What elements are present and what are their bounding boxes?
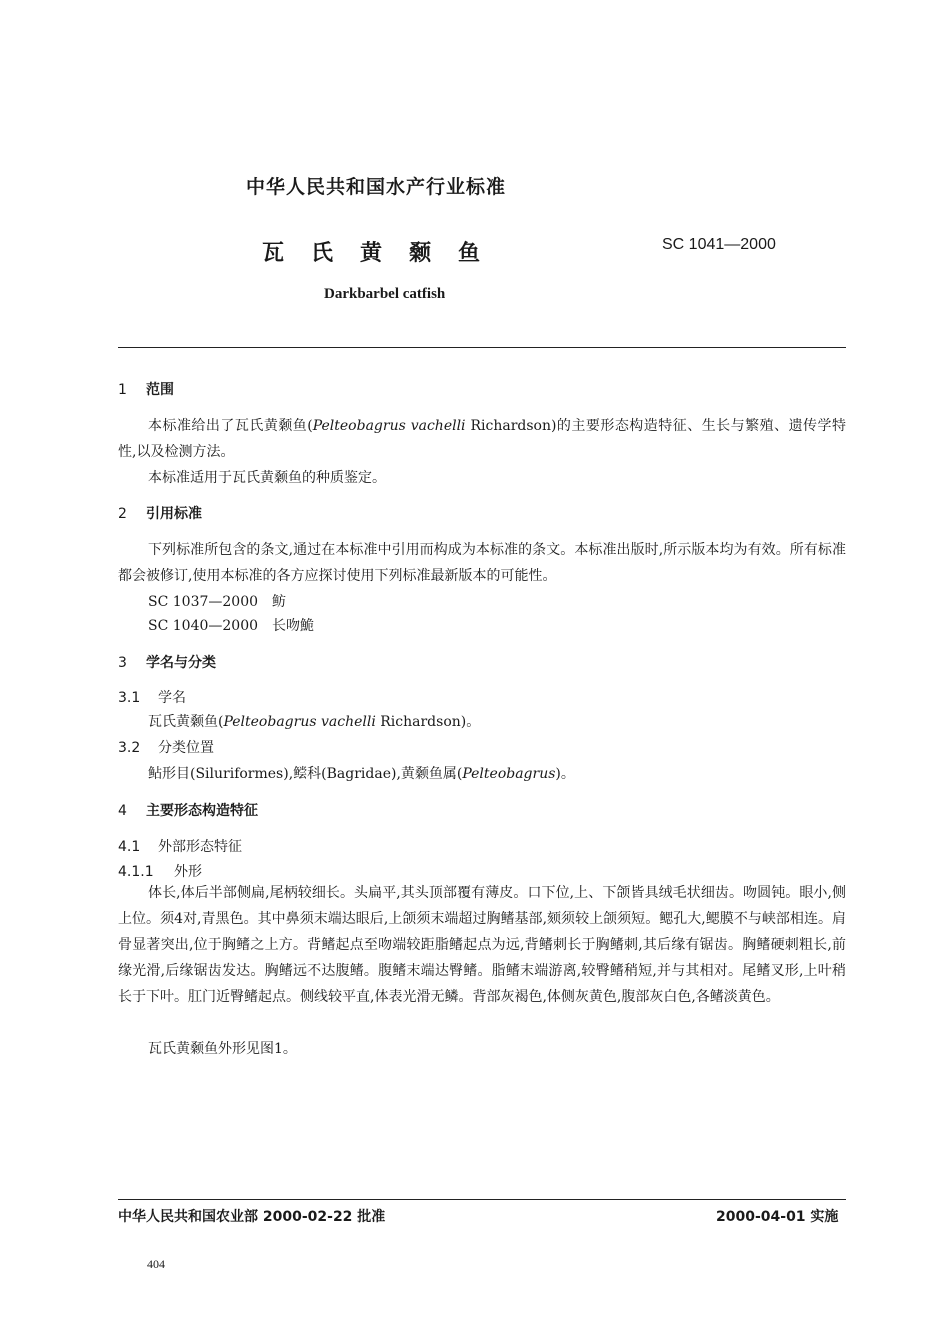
section-1-paragraph-2: 本标准适用于瓦氏黄颡鱼的种质鉴定。	[148, 470, 386, 486]
document-title: 瓦氏黄颡鱼	[262, 241, 508, 266]
section-4-heading	[118, 800, 258, 820]
header-divider	[118, 347, 846, 348]
section-number: 2	[118, 506, 127, 522]
reference-item: SC 1040—2000 长吻鮠	[148, 618, 315, 634]
section-2-heading	[118, 503, 202, 523]
section-1-paragraph-1	[118, 413, 846, 465]
section-title: 学名与分类	[146, 655, 216, 671]
standard-code: SC 1041—2000	[662, 236, 776, 253]
subsection-number: 4.1.1	[118, 864, 154, 880]
text-span: Richardson)的主要形态构造特征、生长与繁殖、遗传学特性,以及检测方法。	[118, 418, 846, 460]
english-title: Darkbarbel catfish	[324, 286, 446, 302]
text-span: Richardson)。	[375, 714, 481, 730]
section-3-heading	[118, 652, 216, 672]
footer-divider	[118, 1199, 846, 1200]
subsection-number: 3.2	[118, 740, 141, 756]
section-title: 范围	[146, 382, 174, 398]
scientific-name: Pelteobagrus vachelli	[223, 714, 376, 730]
subsection-number: 4.1	[118, 839, 141, 855]
morphology-paragraph: 体长,体后半部侧扁,尾柄较细长。头扁平,其头顶部覆有薄皮。口下位,上、下颌皆具绒毛状细齿。吻圆钝。眼小,侧上位。须4对,青黑色。其中鼻须末端达眼后,上颌须末端超过胸鳍基部,颏须较上颌须短。鳃孔大,鳃膜不与峡部相连。肩骨显著突出,位于胸鳍之上方。背鳍起点至吻端较距脂鳍起点为远,背鳍刺长于胸鳍刺,其后缘有锯齿。胸鳍硬刺粗长,前缘光滑,后缘锯齿发达。胸鳍远不达腹鳍。腹鳍末端达臀鳍。脂鳍末端游离,较臀鳍稍短,并与其相对。尾鳍叉形,上叶稍长于下叶。肛门近臀鳍起点。侧线较平直,体表光滑无鳞。背部灰褐色,体侧灰黄色,腹部灰白色,各鳍淡黄色。	[118, 885, 846, 1005]
reference-item: SC 1037—2000 鲂	[148, 594, 287, 610]
text-span: 鲇形目(Siluriformes),鲿科(Bagridae),黄颡鱼属(	[148, 766, 463, 782]
classification-line	[148, 763, 575, 783]
section-2-paragraph: 下列标准所包含的条文,通过在本标准中引用而构成为本标准的条文。本标准出版时,所示版本均为有效。所有标准都会被修订,使用本标准的各方应探讨使用下列标准最新版本的可能性。	[118, 542, 846, 584]
section-title: 主要形态构造特征	[146, 803, 258, 819]
subsection-number: 3.1	[118, 690, 141, 706]
section-number: 4	[118, 803, 127, 819]
standard-category-heading: 中华人民共和国水产行业标准	[246, 176, 507, 198]
subsection-4-1-heading	[118, 836, 242, 856]
text-span: )。	[555, 766, 575, 782]
approval-line: 中华人民共和国农业部 2000-02-22 批准	[118, 1209, 386, 1225]
section-number: 1	[118, 382, 127, 398]
figure-reference: 瓦氏黄颡鱼外形见图1。	[148, 1041, 297, 1057]
subsection-title: 分类位置	[158, 740, 214, 756]
text-span: 本标准给出了瓦氏黄颡鱼(	[148, 418, 313, 434]
subsection-title: 学名	[158, 690, 186, 706]
subsection-4-1-1-heading	[118, 861, 202, 881]
subsection-3-1-heading	[118, 687, 186, 707]
scientific-name-line	[148, 711, 480, 731]
section-1-heading	[118, 379, 174, 399]
section-title: 引用标准	[146, 506, 202, 522]
subsection-title: 外部形态特征	[158, 839, 242, 855]
scientific-name: Pelteobagrus vachelli	[312, 418, 466, 434]
section-number: 3	[118, 655, 127, 671]
subsection-3-2-heading	[118, 737, 214, 757]
effective-date: 2000-04-01 实施	[716, 1209, 839, 1225]
subsection-title: 外形	[174, 864, 202, 880]
text-span: 瓦氏黄颡鱼(	[148, 714, 224, 730]
page-number: 404	[147, 1257, 165, 1271]
genus-name: Pelteobagrus	[462, 766, 556, 782]
